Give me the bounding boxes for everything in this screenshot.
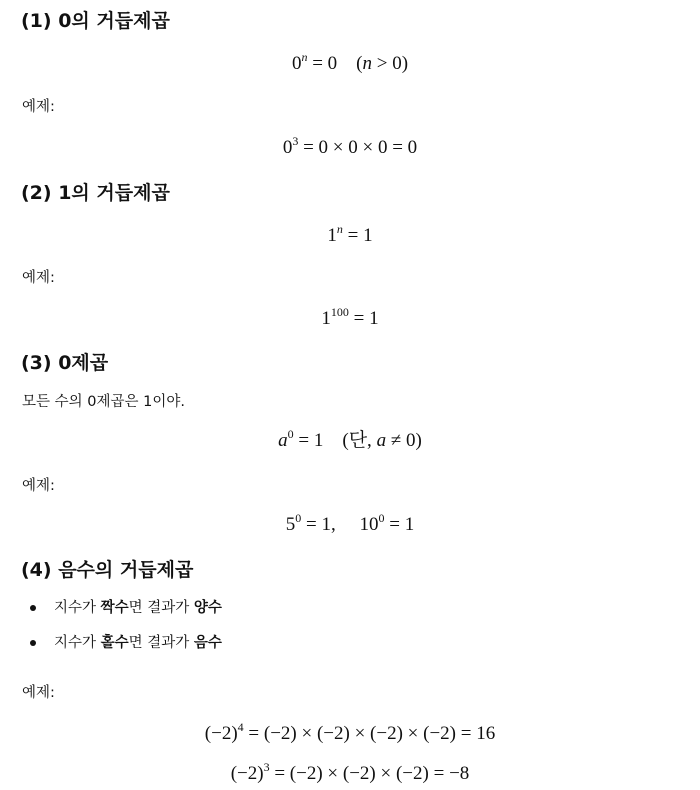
- formula-power-zero-example: $5^0 = 1$, $10^0 = 1$: [285, 511, 415, 535]
- formula-zero-rule: $0^n = 0$ (n > 0): [291, 50, 409, 74]
- formula-one-example: $1^{100} = 1$: [321, 305, 379, 329]
- example-label: 예제:: [22, 685, 55, 701]
- formula-negative-even: $(-2)^4 = (-2) \times (-2) \times (-2) \times (-2) = 16$: [204, 720, 496, 744]
- formula-power-zero-rule: $a^0 = 1$ (단, a ≠ 0): [278, 427, 422, 451]
- formula-one-rule: $1^n = 1$: [327, 222, 373, 246]
- example-label: 예제:: [22, 478, 55, 494]
- section-heading-negative-power: (4) 음수의 거듭제곱: [21, 559, 194, 581]
- formula-zero-example: $0^3 = 0 \times 0 \times 0 = 0$: [282, 134, 418, 158]
- section-heading-zero-power: (1) 0의 거듭제곱: [21, 10, 170, 32]
- zero-exponent-description: 모든 수의 0제곱은 1이야.: [22, 394, 185, 410]
- bullet-dot: [30, 640, 36, 646]
- section-heading-one-power: (2) 1의 거듭제곱: [21, 182, 170, 204]
- formula-negative-odd: $(-2)^3 = (-2) \times (-2) \times (-2) = -8$: [230, 760, 470, 784]
- example-label: 예제:: [22, 99, 55, 115]
- bullet-dot: [30, 605, 36, 611]
- example-label: 예제:: [22, 270, 55, 286]
- section-heading-zero-exponent: (3) 0제곱: [21, 352, 109, 374]
